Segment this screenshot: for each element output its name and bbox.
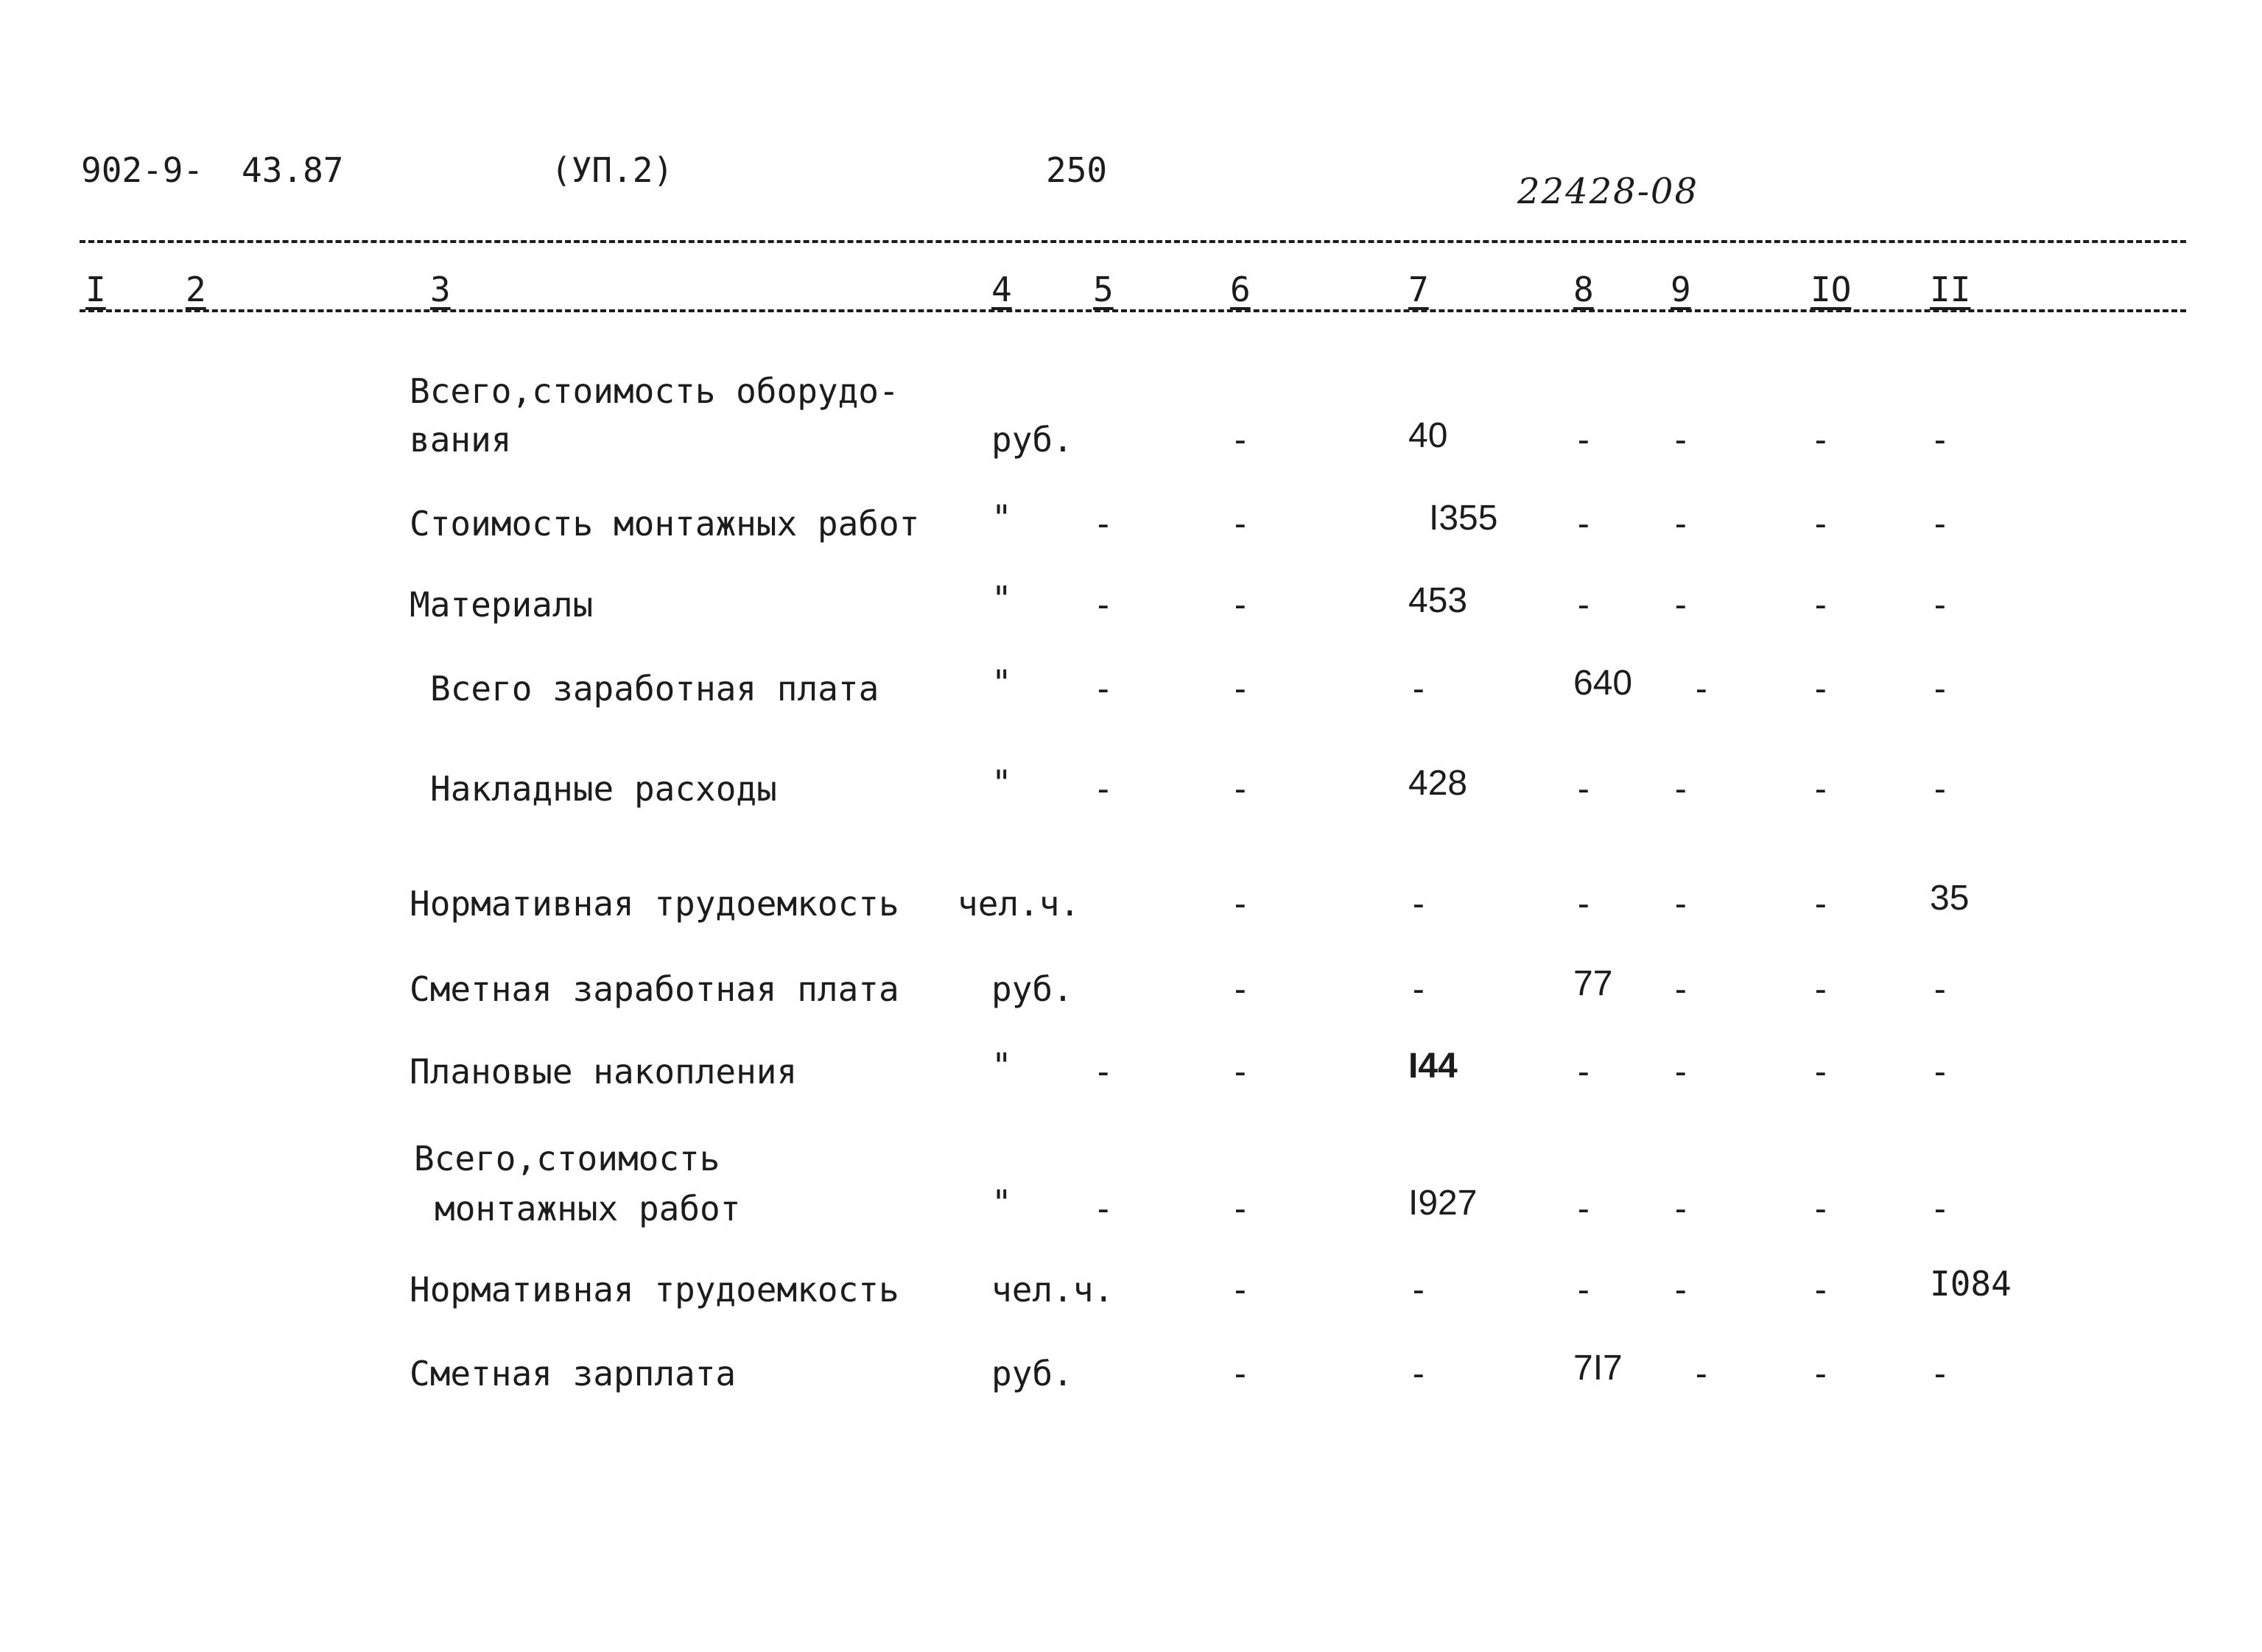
cell-col9: - [1671,884,1691,924]
row-name-line1: Всего,стоимость оборудо- [410,371,899,411]
cell-col8: 640 [1573,664,1633,703]
page-number: 250 [1046,150,1108,190]
cell-col8: - [1573,420,1594,460]
cell-col10: - [1810,420,1831,460]
cell-col5: - [1093,585,1114,625]
cell-col5: - [1093,1052,1114,1092]
cell-col6: - [1230,1052,1251,1092]
row-name-line2: вания [410,420,512,460]
row-name-line1: Нормативная трудоемкость [410,1270,899,1310]
column-number-5: 5 [1093,270,1114,309]
cell-col10: - [1810,1354,1831,1393]
column-number-3: 3 [430,270,451,309]
row-name-line1: Всего заработная плата [430,669,879,709]
cell-col8: - [1573,769,1594,809]
column-number-11: II [1930,270,1971,309]
row-unit: " [991,763,1012,803]
cell-col9: - [1671,1189,1691,1229]
cell-col10: - [1810,585,1831,625]
cell-col6: - [1230,769,1251,809]
cell-col6: - [1230,1270,1251,1310]
cell-col7: - [1408,669,1429,709]
cell-col6: - [1230,420,1251,460]
cell-col10: - [1810,504,1831,544]
cell-col11: I084 [1930,1264,2012,1304]
cell-col9: - [1671,1270,1691,1310]
row-unit: руб. [991,1354,1073,1393]
column-number-1: I [85,270,106,309]
cell-col11: - [1930,504,1950,544]
cell-col8: - [1573,585,1594,625]
cell-col8: 7I7 [1573,1349,1623,1388]
cell-col8: - [1573,884,1594,924]
cell-col7: 40 [1408,416,1448,455]
cell-col6: - [1230,884,1251,924]
cell-col7: I355 [1429,499,1498,538]
cell-col6: - [1230,969,1251,1009]
doc-number: 43.87 [242,150,344,190]
cell-col11: - [1930,1189,1950,1229]
row-unit: " [991,579,1012,619]
cell-col10: - [1810,769,1831,809]
cell-col9: - [1671,1052,1691,1092]
cell-col11: 35 [1930,879,1970,918]
row-name-line1: Всего,стоимость [414,1139,720,1178]
column-number-4: 4 [991,270,1012,309]
row-unit: руб. [991,420,1073,460]
cell-col9: - [1691,669,1712,709]
cell-col9: - [1671,969,1691,1009]
header-dashed-rule [80,309,2186,312]
cell-col10: - [1810,969,1831,1009]
row-name-line2: монтажных работ [435,1189,741,1229]
cell-col6: - [1230,669,1251,709]
row-unit: чел.ч. [958,884,1081,924]
cell-col6: - [1230,1354,1251,1393]
cell-col6: - [1230,1189,1251,1229]
cell-col7: - [1408,1354,1429,1393]
row-name-line1: Нормативная трудоемкость [410,884,899,924]
cell-col6: - [1230,504,1251,544]
row-unit: " [991,498,1012,538]
cell-col11: - [1930,669,1950,709]
cell-col8: - [1573,1052,1594,1092]
cell-col7: I927 [1408,1184,1478,1223]
cell-col7: - [1408,884,1429,924]
cell-col7: - [1408,969,1429,1009]
cell-col11: - [1930,969,1950,1009]
cell-col9: - [1671,585,1691,625]
top-dashed-rule [80,240,2186,243]
row-name-line1: Материалы [410,585,594,625]
cell-col5: - [1093,1189,1114,1229]
column-number-2: 2 [186,270,206,309]
row-unit: " [991,663,1012,703]
cell-col8: 77 [1573,964,1613,1003]
cell-col10: - [1810,1270,1831,1310]
cell-col11: - [1930,420,1950,460]
row-name-line1: Сметная заработная плата [410,969,899,1009]
cell-col9: - [1671,769,1691,809]
row-name-line1: Накладные расходы [430,769,777,809]
doc-code: 902-9- [81,150,204,190]
cell-col8: - [1573,504,1594,544]
row-unit: " [991,1046,1012,1086]
cell-col5: - [1093,669,1114,709]
row-unit: " [991,1183,1012,1223]
cell-col7: I44 [1408,1047,1458,1086]
cell-col9: - [1671,420,1691,460]
column-number-8: 8 [1573,270,1594,309]
album-label: (УП.2) [551,150,674,190]
cell-col11: - [1930,1354,1950,1393]
cell-col10: - [1810,884,1831,924]
cell-col7: 453 [1408,581,1468,620]
row-name-line1: Плановые накопления [410,1052,798,1092]
cell-col6: - [1230,585,1251,625]
cell-col8: - [1573,1270,1594,1310]
cell-col8: - [1573,1189,1594,1229]
inventory-stamp: 22428-08 [1517,171,1699,212]
column-number-6: 6 [1230,270,1251,309]
cell-col10: - [1810,669,1831,709]
row-unit: руб. [991,969,1073,1009]
row-name-line1: Стоимость монтажных работ [410,504,920,544]
cell-col11: - [1930,585,1950,625]
cell-col10: - [1810,1052,1831,1092]
cell-col10: - [1810,1189,1831,1229]
cell-col11: - [1930,769,1950,809]
cell-col9: - [1691,1354,1712,1393]
cell-col11: - [1930,1052,1950,1092]
cell-col7: 428 [1408,764,1468,803]
cell-col7: - [1408,1270,1429,1310]
cell-col5: - [1093,504,1114,544]
row-name-line1: Сметная зарплата [410,1354,737,1393]
column-number-7: 7 [1408,270,1429,309]
cell-col5: - [1093,769,1114,809]
column-number-9: 9 [1671,270,1691,309]
column-number-10: IO [1810,270,1852,309]
cell-col9: - [1671,504,1691,544]
row-unit: чел.ч. [991,1270,1114,1310]
